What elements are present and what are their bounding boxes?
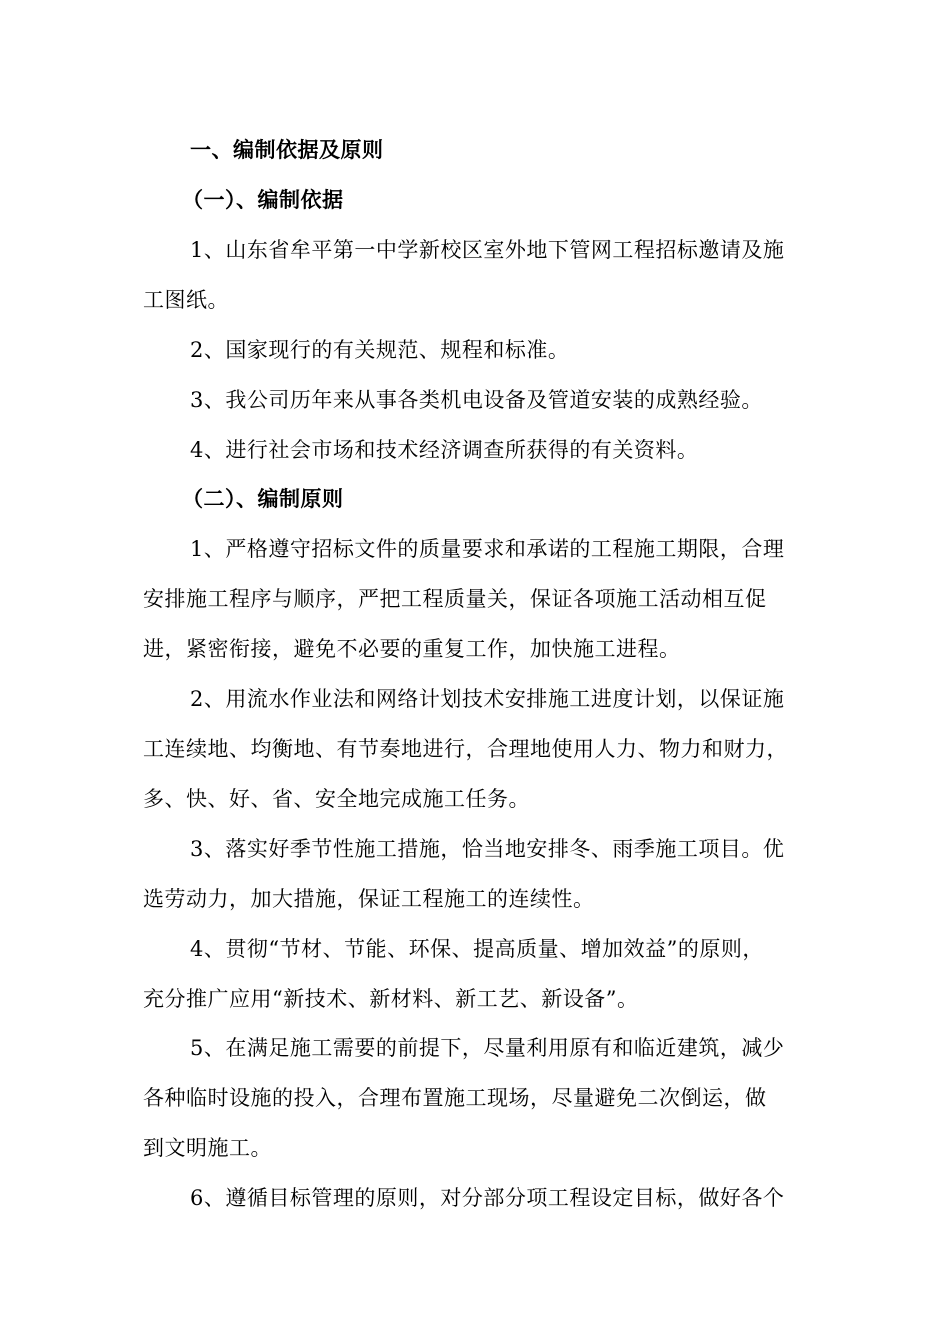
paragraph-line: 进，紧密衔接，避免不必要的重复工作，加快施工进程。 <box>143 637 681 661</box>
paragraph-line: 6、遵循目标管理的原则，对分部分项工程设定目标，做好各个 <box>190 1186 785 1210</box>
paragraph-line: 工图纸。 <box>143 288 229 312</box>
paragraph-line: 到文明施工。 <box>143 1136 272 1160</box>
paragraph-line: 工连续地、均衡地、有节奏地进行，合理地使用人力、物力和财力， <box>143 737 788 761</box>
paragraph-line: 多、快、好、省、安全地完成施工任务。 <box>143 787 530 811</box>
paragraph-line: 安排施工程序与顺序，严把工程质量关，保证各项施工活动相互促 <box>143 587 767 611</box>
subsection-title-basis: （一）、编制依据 <box>182 188 344 212</box>
paragraph-line: 3、落实好季节性施工措施，恰当地安排冬、雨季施工项目。优 <box>190 837 785 861</box>
paragraph-line: 2、用流水作业法和网络计划技术安排施工进度计划，以保证施 <box>190 687 785 711</box>
section-title: 一、编制依据及原则 <box>190 138 384 162</box>
paragraph-line: 各种临时设施的投入，合理布置施工现场，尽量避免二次倒运，做 <box>143 1086 767 1110</box>
paragraph-line: 1、严格遵守招标文件的质量要求和承诺的工程施工期限，合理 <box>190 537 785 561</box>
paragraph-line: 充分推广应用“新技术、新材料、新工艺、新设备”。 <box>143 987 639 1011</box>
paragraph-line: 选劳动力，加大措施，保证工程施工的连续性。 <box>143 887 595 911</box>
paragraph-line: 4、贯彻“节材、节能、环保、提高质量、增加效益”的原则， <box>190 937 764 961</box>
paragraph-line: 4、进行社会市场和技术经济调查所获得的有关资料。 <box>190 438 699 462</box>
paragraph-line: 5、在满足施工需要的前提下，尽量利用原有和临近建筑，减少 <box>190 1036 785 1060</box>
paragraph-line: 2、国家现行的有关规范、规程和标准。 <box>190 338 570 362</box>
paragraph-line: 1、山东省牟平第一中学新校区室外地下管网工程招标邀请及施 <box>190 238 785 262</box>
paragraph-line: 3、我公司历年来从事各类机电设备及管道安装的成熟经验。 <box>190 388 763 412</box>
subsection-title-principles: （二）、编制原则 <box>182 487 344 511</box>
